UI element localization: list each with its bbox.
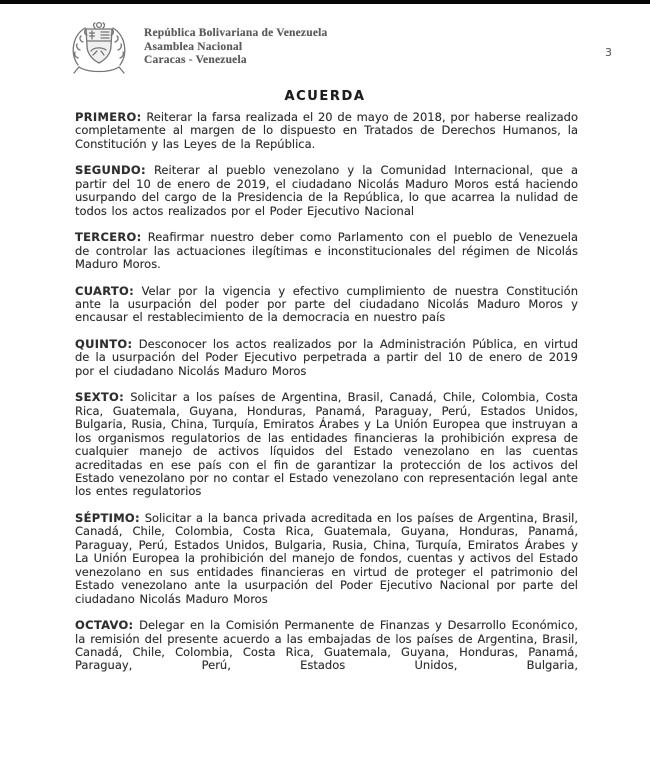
clause-label: SEGUNDO: [75,163,146,178]
clause-label: TERCERO: [75,230,142,245]
clause-text: Reiterar la farsa realizada el 20 de mayo de 2018, por haberse realizado completamente al margen de lo dispuesto en Tratados de Derechos Humanos, la Constitución y las Leyes de la República. [75,110,578,151]
clause-text: Reafirmar nuestro deber como Parlamento con el pueblo de Venezuela de controlar las actuaciones ilegítimas e inconstitucionales del régimen de Nicolás Maduro Moros. [75,230,578,272]
acuerda-clause [75,285,578,325]
acuerda-clause [75,231,578,271]
clause-label: SEXTO: [75,390,125,405]
clause-label: QUINTO: [75,336,133,351]
venezuela-coat-of-arms-icon [66,20,132,80]
org-title-block [144,20,327,68]
document-body [75,111,578,686]
clause-text: Velar por la vigencia y efectivo cumplimiento de nuestra Constitución ante la usurpación del poder por parte del ciudadano Nicolás Maduro Moros y encausar el restablecimiento de la democracia en nuestro país [75,283,578,325]
org-line-city: Caracas - Venezuela [144,54,247,66]
document-title: ACUERDA [284,89,366,104]
page-number: 3 [605,46,612,59]
clause-text: Desconocer los actos realizados por la Administración Pública, en virtud de la usurpación del Poder Ejecutivo perpetrada a partir del 10 de enero de 2019 por el ciudadano Nicolás Maduro Moros [75,336,578,378]
clause-text: Solicitar a los países de Argentina, Brasil, Canadá, Chile, Colombia, Costa Rica, Guatemala, Guyana, Honduras, Panamá, Paraguay, Perú, Estados Unidos, Bulgaria, Rusia, China, Turquía, Emiratos Árabes y La Unión Europea que instruyan a los organismos regulatorios de las entidades financieras la prohibición expresa de cualquier manejo de activos líquidos del Estado venezolano en las cuentas acreditadas en ese país con el fin de garantizar la protección de los activos del Estado venezolano por no contar el Estado venezolano con representación legal ante los entes regulatorios [75,390,579,499]
document-header [66,20,615,80]
clause-text: Solicitar a la banca privada acreditada en los países de Argentina, Brasil, Canadá, Chile, Colombia, Costa Rica, Guatemala, Guyana, Honduras, Panamá, Paraguay, Perú, Estados Unidos, Bulgaria, Rusia, China, Turquía, Emiratos Árabes y La Unión Europea la prohibición del manejo de fondos, cuentas y activos del Estado venezolano en sus entidades financieras en virtud de proteger el patrimonio del Estado venezolano ante la usurpación del Poder Ejecutivo Nacional por parte del ciudadano Nicolás Maduro Moros [75,510,578,606]
org-line-country: República Bolivariana de Venezuela [144,27,328,39]
clause-text: Delegar en la Comisión Permanente de Finanzas y Desarrollo Económico, la remisión del presente acuerdo a las embajadas de los países de Argentina, Brasil, Canadá, Chile, Colombia, Costa Rica, Guatemala, Guyana, Honduras, Panamá, Paraguay, Perú, Estados Unidos, Bulgaria, [75,618,579,673]
acuerda-clause [75,391,578,499]
acuerda-clause [75,338,578,378]
clause-label: PRIMERO: [75,110,142,124]
scan-border-top [0,0,650,4]
acuerda-clause [75,164,578,218]
org-line-assembly: Asamblea Nacional [144,40,243,53]
clause-label: CUARTO: [75,283,134,298]
acuerda-clause [75,512,578,606]
clause-text: Reiterar al pueblo venezolano y la Comunidad Internacional, que a partir del 10 de enero de 2019, el ciudadano Nicolás Maduro Moros está haciendo usurpando del cargo de la Presidencia de la República, lo que acarrea la nulidad de todos los actos realizados por el Poder Ejecutivo Nacional [75,163,579,218]
clause-label: SÉPTIMO: [75,510,140,525]
clause-label: OCTAVO: [75,618,134,633]
acuerda-clause [75,111,578,151]
acuerda-clause [75,619,578,673]
